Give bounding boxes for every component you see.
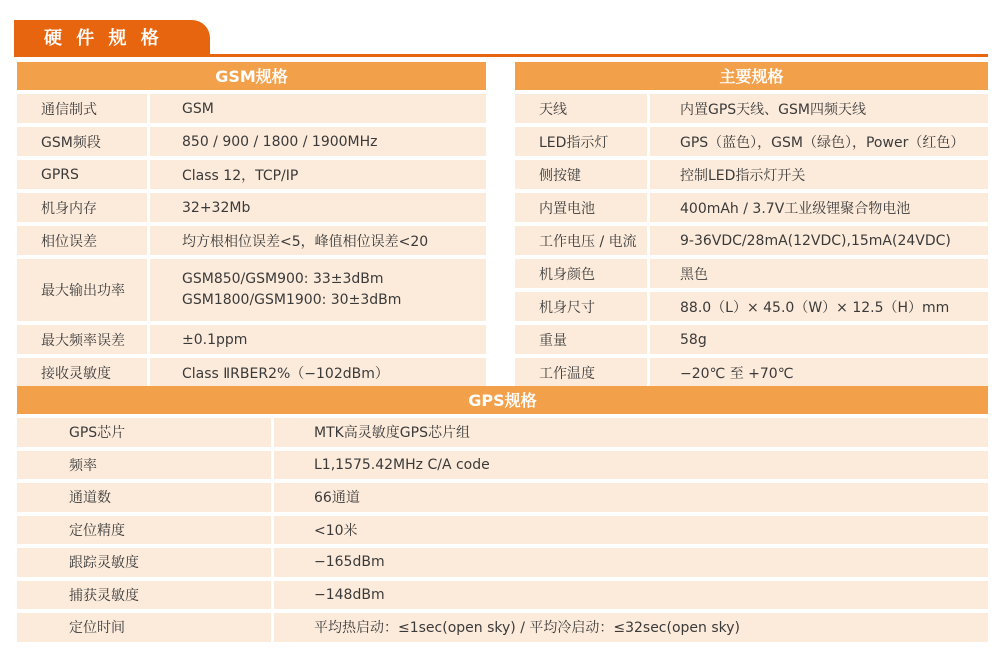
table-row: [515, 127, 988, 156]
table-row: [17, 94, 486, 123]
page-title: 硬 件 规 格: [14, 20, 210, 54]
row-label: 机身尺寸: [515, 292, 647, 321]
row-value: 400mAh / 3.7V工业级锂聚合物电池: [650, 193, 988, 222]
row-label: GSM频段: [17, 127, 147, 156]
row-label: 接收灵敏度: [17, 358, 147, 387]
row-label: 跟踪灵敏度: [17, 548, 271, 577]
table-row: [515, 193, 988, 222]
row-value: Class 12，TCP/IP: [150, 160, 486, 189]
gsm-section-header: GSM规格: [17, 62, 486, 90]
title-underline: [14, 54, 988, 57]
table-row: [17, 548, 988, 577]
row-value: −20℃ 至 +70℃: [650, 358, 988, 387]
row-value: 66通道: [274, 483, 988, 512]
row-value: 9-36VDC/28mA(12VDC),15mA(24VDC): [650, 226, 988, 255]
gps-section-header: GPS规格: [17, 386, 988, 414]
table-row: [17, 193, 486, 222]
table-row: [17, 516, 988, 545]
table-row: [515, 259, 988, 288]
table-row: [17, 358, 486, 387]
row-label: 通信制式: [17, 94, 147, 123]
row-label: 重量: [515, 325, 647, 354]
row-value: [150, 259, 486, 321]
row-label: 天线: [515, 94, 647, 123]
row-label: 最大频率误差: [17, 325, 147, 354]
row-value: 黑色: [650, 259, 988, 288]
table-row: [515, 226, 988, 255]
row-label: 定位精度: [17, 516, 271, 545]
row-label: GPS芯片: [17, 418, 271, 447]
row-value: 850 / 900 / 1800 / 1900MHz: [150, 127, 486, 156]
row-label: 工作温度: [515, 358, 647, 387]
row-value: ±0.1ppm: [150, 325, 486, 354]
row-label: 最大输出功率: [17, 259, 147, 321]
table-row: [515, 94, 988, 123]
table-row: [17, 325, 486, 354]
row-label: 内置电池: [515, 193, 647, 222]
row-value: 32+32Mb: [150, 193, 486, 222]
row-label: 机身颜色: [515, 259, 647, 288]
table-row: [17, 127, 486, 156]
row-label: GPRS: [17, 160, 147, 189]
row-label: 捕获灵敏度: [17, 581, 271, 610]
row-label: 通道数: [17, 483, 271, 512]
row-value: 内置GPS天线、GSM四频天线: [650, 94, 988, 123]
main-spec-table: [515, 62, 988, 387]
row-value: L1,1575.42MHz C/A code: [274, 451, 988, 480]
table-row: [17, 259, 486, 321]
row-label: 机身内存: [17, 193, 147, 222]
table-row: [515, 358, 988, 387]
row-value: GPS（蓝色），GSM（绿色），Power（红色）: [650, 127, 988, 156]
row-value: Class ⅡRBER2%（−102dBm）: [150, 358, 486, 387]
row-label: 定位时间: [17, 613, 271, 642]
table-row: [17, 451, 988, 480]
table-row: [515, 160, 988, 189]
row-value: 88.0（L）× 45.0（W）× 12.5（H）mm: [650, 292, 988, 321]
row-value: 控制LED指示灯开关: [650, 160, 988, 189]
table-row: [17, 160, 486, 189]
row-value-line: GSM1800/GSM1900: 30±3dBm: [182, 292, 402, 308]
row-label: 工作电压 / 电流: [515, 226, 647, 255]
gsm-spec-table: [17, 62, 486, 387]
row-value: <10米: [274, 516, 988, 545]
table-row: [17, 581, 988, 610]
row-value-line: GSM850/GSM900: 33±3dBm: [182, 271, 384, 287]
row-value: GSM: [150, 94, 486, 123]
row-label: 频率: [17, 451, 271, 480]
row-label: LED指示灯: [515, 127, 647, 156]
row-value: −148dBm: [274, 581, 988, 610]
row-value: 均方根相位误差<5，峰值相位误差<20: [150, 226, 486, 255]
table-row: [515, 325, 988, 354]
gps-spec-table: [17, 386, 988, 642]
table-row: [17, 483, 988, 512]
row-value: −165dBm: [274, 548, 988, 577]
row-value: 平均热启动：≤1sec(open sky) / 平均冷启动：≤32sec(open sky): [274, 613, 988, 642]
row-label: 相位误差: [17, 226, 147, 255]
table-row: [515, 292, 988, 321]
table-row: [17, 613, 988, 642]
row-value: MTK高灵敏度GPS芯片组: [274, 418, 988, 447]
row-value: 58g: [650, 325, 988, 354]
main-section-header: 主要规格: [515, 62, 988, 90]
table-row: [17, 226, 486, 255]
row-label: 侧按键: [515, 160, 647, 189]
table-row: [17, 418, 988, 447]
